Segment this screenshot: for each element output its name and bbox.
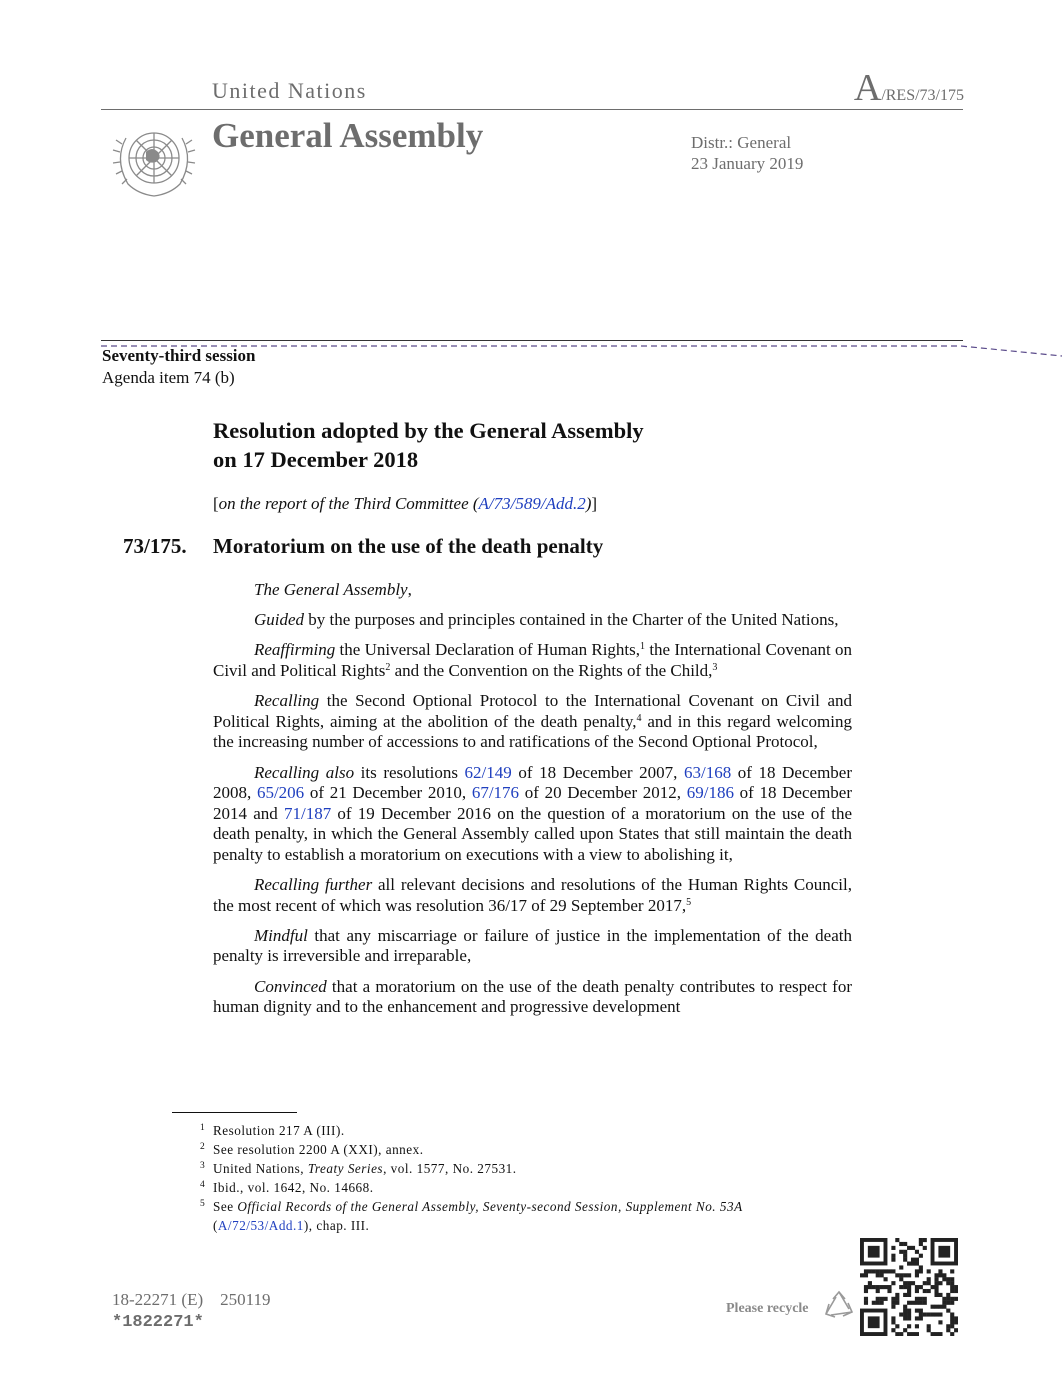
resolution-title bbox=[213, 416, 644, 474]
paragraph-text: the Second Optional Protocol to the International Covenant on Civil and Political Rights, aiming at the abolition of the death penalty, bbox=[213, 691, 852, 731]
distribution-label: Distr.: General bbox=[691, 133, 792, 152]
paragraph bbox=[213, 610, 852, 631]
footnote-ref[interactable]: 5 bbox=[686, 896, 692, 908]
paragraph-text: the International Covenant on Civil and Political Rights bbox=[213, 640, 852, 680]
footnote bbox=[200, 1140, 840, 1159]
resolution-link[interactable]: 65/206 bbox=[256, 783, 305, 803]
resolution-link[interactable]: 71/187 bbox=[283, 803, 332, 823]
paragraph-text: that any miscarriage or failure of justice in the implementation of the death penalty is irreversible and irreparable, bbox=[213, 925, 852, 966]
footnote-text: , vol. 1577, No. 27531. bbox=[383, 1161, 517, 1176]
paragraph bbox=[213, 977, 852, 1018]
paragraph-lead: Reaffirming bbox=[254, 640, 336, 660]
paragraph-lead: Recalling bbox=[254, 691, 320, 711]
symbol-initial: A bbox=[853, 67, 882, 109]
session-name: Seventy-third session bbox=[102, 346, 256, 365]
resolution-body bbox=[213, 580, 852, 1027]
barcode-text: *1822271* bbox=[112, 1313, 204, 1332]
agenda-item: Agenda item 74 (b) bbox=[102, 368, 235, 387]
paragraph-text: , bbox=[407, 580, 412, 599]
organization-label: United Nations bbox=[212, 78, 367, 103]
body-title: General Assembly bbox=[212, 116, 484, 155]
paragraph-text: and in this regard welcoming the increasing number of accessions to and ratifications of the Second Optional Protocol, bbox=[213, 711, 853, 752]
paragraph-text: all relevant decisions and resolutions of the Human Rights Council, the most recent of which was resolution 36/17 of 29 September 2017, bbox=[213, 875, 852, 915]
report-bracket-close: ] bbox=[591, 494, 598, 513]
footnote-number: 2 bbox=[200, 1142, 206, 1152]
paragraph bbox=[213, 875, 852, 916]
paragraph bbox=[213, 763, 852, 866]
footnote-number: 3 bbox=[200, 1161, 206, 1171]
footnote-text: United Nations, bbox=[213, 1161, 308, 1176]
paragraph-lead: The General Assembly bbox=[254, 580, 408, 599]
report-paren-close: ) bbox=[585, 494, 592, 513]
paragraph-text: the Universal Declaration of Human Rights, bbox=[335, 640, 641, 660]
un-emblem-icon bbox=[108, 118, 200, 200]
footnote-text: Ibid., vol. 1642, No. 14668. bbox=[213, 1180, 374, 1195]
paragraph-text: by the purposes and principles contained in the Charter of the United Nations, bbox=[304, 610, 839, 630]
paragraph-text: its resolutions bbox=[354, 762, 465, 782]
footnote-number: 1 bbox=[200, 1123, 206, 1133]
report-link[interactable]: A/73/589/Add.2 bbox=[478, 494, 586, 513]
recycle-icon bbox=[822, 1289, 856, 1321]
paragraph-text: of 21 December 2010, bbox=[304, 783, 472, 803]
resolution-title-line1: Resolution adopted by the General Assembly bbox=[213, 418, 644, 443]
footnote-italic: Official Records of the General Assembly, Seventy-second Session, Supplement No. 53A bbox=[237, 1199, 743, 1214]
footnote bbox=[200, 1197, 840, 1235]
resolution-title-line2: on 17 December 2018 bbox=[213, 447, 419, 472]
footnote bbox=[200, 1121, 840, 1140]
qr-code-icon bbox=[860, 1238, 958, 1336]
job-number: 18-22271 (E) 250119 bbox=[112, 1290, 271, 1309]
footnote-ref[interactable]: 3 bbox=[712, 661, 718, 673]
footnote-rule bbox=[172, 1112, 297, 1113]
resolution-link[interactable]: 62/149 bbox=[464, 762, 512, 782]
report-bracket-open: [ bbox=[213, 494, 219, 513]
document-symbol bbox=[854, 66, 964, 110]
paragraph-lead: Guided bbox=[254, 610, 305, 630]
issue-date: 23 January 2019 bbox=[691, 154, 804, 173]
report-text: on the report of the Third Committee ( bbox=[218, 494, 479, 513]
recycle-label: Please recycle bbox=[726, 1301, 809, 1316]
distribution-block bbox=[691, 132, 803, 174]
symbol-code: /RES/73/175 bbox=[881, 87, 964, 104]
footnote bbox=[200, 1159, 840, 1178]
paragraph-text: of 18 December 2014 and bbox=[213, 783, 852, 823]
footnote bbox=[200, 1178, 840, 1197]
paragraph-text: of 19 December 2016 on the question of a moratorium on the use of the death penalty, in which the General Assembly called upon States that still maintain the death penalty to establish a moratorium on executions with a view to abolishing it, bbox=[213, 803, 852, 864]
paragraph-text: that a moratorium on the use of the death penalty contributes to respect for human dignity and to the enhancement and progressive development bbox=[213, 976, 852, 1017]
footnote-ref[interactable]: 4 bbox=[636, 712, 642, 724]
paragraph-text: of 18 December 2008, bbox=[213, 762, 852, 803]
footnote-italic: Treaty Series bbox=[307, 1161, 384, 1176]
paragraph-text: and the Convention on the Rights of the Child, bbox=[390, 660, 713, 680]
footnote-text: See resolution 2200 A (XXI), annex. bbox=[213, 1142, 424, 1157]
paragraph-lead: Convinced bbox=[254, 976, 327, 996]
resolution-link[interactable]: 69/186 bbox=[686, 783, 734, 803]
footnote-text: ), chap. III. bbox=[303, 1218, 370, 1233]
resolution-link[interactable]: 63/168 bbox=[683, 762, 732, 782]
header-rule bbox=[101, 109, 963, 110]
paragraph bbox=[213, 640, 852, 681]
paragraph bbox=[213, 926, 852, 967]
footnote-link[interactable]: A/72/53/Add.1 bbox=[217, 1218, 304, 1233]
paragraph-text: of 18 December 2007, bbox=[511, 762, 684, 782]
footnote-ref[interactable]: 2 bbox=[385, 661, 391, 673]
paragraph-lead: Recalling also bbox=[254, 762, 355, 782]
paragraph bbox=[213, 691, 852, 753]
footnote-text: Resolution 217 A (III). bbox=[213, 1123, 345, 1138]
footnote-text: See bbox=[213, 1199, 238, 1214]
session-rule bbox=[101, 340, 963, 341]
footnote-text: ( bbox=[213, 1218, 218, 1233]
footnote-number: 5 bbox=[200, 1199, 206, 1209]
footnote-number: 4 bbox=[200, 1180, 206, 1190]
resolution-name: Moratorium on the use of the death penalty bbox=[213, 534, 604, 558]
paragraph-lead: Recalling further bbox=[254, 875, 373, 895]
paragraph-text: of 20 December 2012, bbox=[519, 783, 687, 803]
paragraph-lead: Mindful bbox=[254, 925, 308, 945]
footnotes bbox=[200, 1121, 840, 1235]
resolution-number: 73/175. bbox=[123, 534, 187, 558]
footnote-ref[interactable]: 1 bbox=[640, 641, 646, 653]
resolution-link[interactable]: 67/176 bbox=[471, 783, 520, 803]
report-reference bbox=[213, 494, 597, 514]
paragraph bbox=[213, 580, 852, 601]
